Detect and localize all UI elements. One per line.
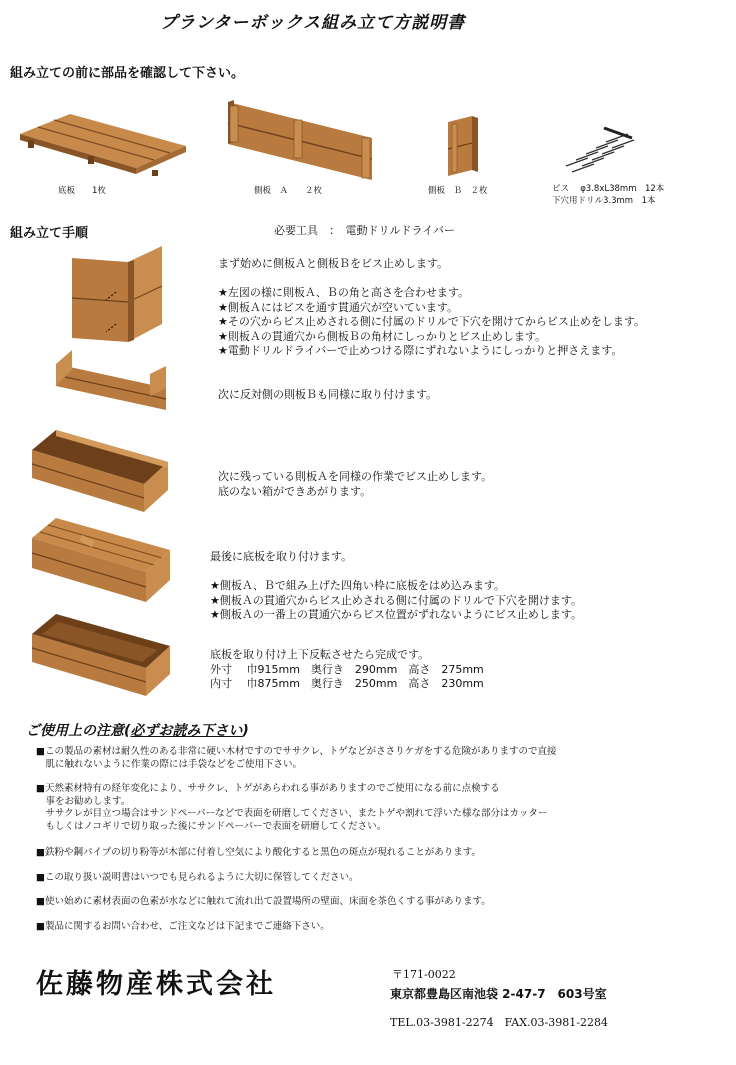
- parts-heading: 組み立ての前に部品を確認して下さい。: [10, 66, 245, 81]
- phone-fax: TEL.03-3981-2274 FAX.03-3981-2284: [390, 1016, 608, 1029]
- step3-illustration: [30, 428, 170, 514]
- step4-illustration: [30, 516, 172, 604]
- caution-notes: [36, 746, 556, 933]
- note-3: ■鉄粉や鋼パイプの切り粉等が木部に付着し空気により酸化すると黒色の斑点が現れることがあります。: [36, 847, 481, 858]
- step-4-text: 最後に底板を取り付けます。 ★側板Ａ、Ｂで組み上げた四角い枠に底板をはめ込みます。 ★側板Ａの貫通穴からビス止めされる側に付属のドリルで下穴を開けます。 ★側板Ａの一番上の貫通穴からビス位置がずれないようにビス止めします。: [210, 550, 582, 621]
- note-5: ■使い始めに素材表面の色素が水などに触れて流れ出て設置場所の壁面、床面を茶色くする事があります。: [36, 896, 491, 907]
- note-2c: ササクレが目立つ場合はサンドペーパーなどで表面を研磨してください、またトゲや割れて浮いた様な部分はカッター: [36, 808, 548, 819]
- screw-spec: ビス φ3.8xL38mm 12本: [552, 184, 665, 194]
- bottom-board-label: 底板 1枚: [58, 186, 106, 196]
- side-board-a-label: 側板 Ａ ２枚: [254, 186, 323, 196]
- side-board-b-label: 側板 Ｂ ２枚: [428, 186, 488, 196]
- step1-illustration: [70, 244, 170, 344]
- note-2d: もしくはノコギリで切り取った後にサンドペーパーで表面を研磨してください。: [36, 820, 387, 832]
- assembly-heading: 組み立て手順: [10, 226, 89, 241]
- step2-illustration: [54, 346, 170, 412]
- note-1a: ■この製品の素材は耐久性のある非常に硬い木材ですのでササクレ、トゲなどがささりケガをする危険がありますので直接: [36, 746, 557, 757]
- postal-code: 〒171-0022: [392, 968, 456, 981]
- address: 東京都豊島区南池袋 2-47-7 603号室: [390, 987, 607, 1001]
- screws-illustration: [560, 124, 640, 174]
- bottom-board-illustration: [18, 110, 188, 180]
- company-name: 佐藤物産株式会社: [36, 969, 276, 1000]
- step-1-text: まず始めに側板Ａと側板Ｂをビス止めします。 ★左図の様に則板Ａ、Ｂの角と高さを合わせます。 ★側板Ａにはビスを通す貫通穴が空いています。 ★その穴からビス止めされる側に付属のドリルで下穴を開けてからビス止めをします。 ★則板Ａの貫通穴から側板Ｂの角材にしっかりとビス止めします。 ★電動ドリルドライバーで止めつける際にずれないようにしっかりと押さえます。: [218, 257, 645, 357]
- note-2a: ■天然素材特有の経年変化により、ササクレ、トゲがあらわれる事がありますのでご使用になる前に点検する: [36, 783, 500, 794]
- note-1b: 肌に触れないように作業の際には手袋などをご使用下さい。: [36, 758, 303, 770]
- step-3-text: 次に残っている則板Ａを同様の作業でビス止めします。 底のない箱ができあがります。: [218, 470, 493, 498]
- note-4: ■この取り扱い説明書はいつでも見られるように大切に保管してください。: [36, 871, 359, 883]
- note-6: ■製品に関するお問い合わせ、ご注文などは下記までご連絡下さい。: [36, 920, 330, 932]
- side-board-b-illustration: [446, 114, 482, 180]
- drill-spec: 下穴用ドリル3.3mm 1本: [552, 196, 656, 206]
- step-5-text: 底板を取り付け上下反転させたら完成です。 外寸 巾915mm 奥行き 290mm 高さ 275mm 内寸 巾875mm 奥行き 250mm 高さ 230mm: [210, 648, 484, 690]
- step-2-text: 次に反対側の則板Ｂも同様に取り付けます。: [218, 388, 438, 401]
- step5-illustration: [30, 612, 172, 698]
- note-2b: 事をお勧めします。: [36, 795, 131, 807]
- required-tools: 必要工具 ： 電動ドリルドライバー: [274, 224, 455, 237]
- page-title: プランターボックス組み立て方説明書: [160, 13, 466, 33]
- side-board-a-illustration: [226, 100, 376, 185]
- caution-heading: ご使用上の注意(必ずお読み下さい): [26, 723, 249, 739]
